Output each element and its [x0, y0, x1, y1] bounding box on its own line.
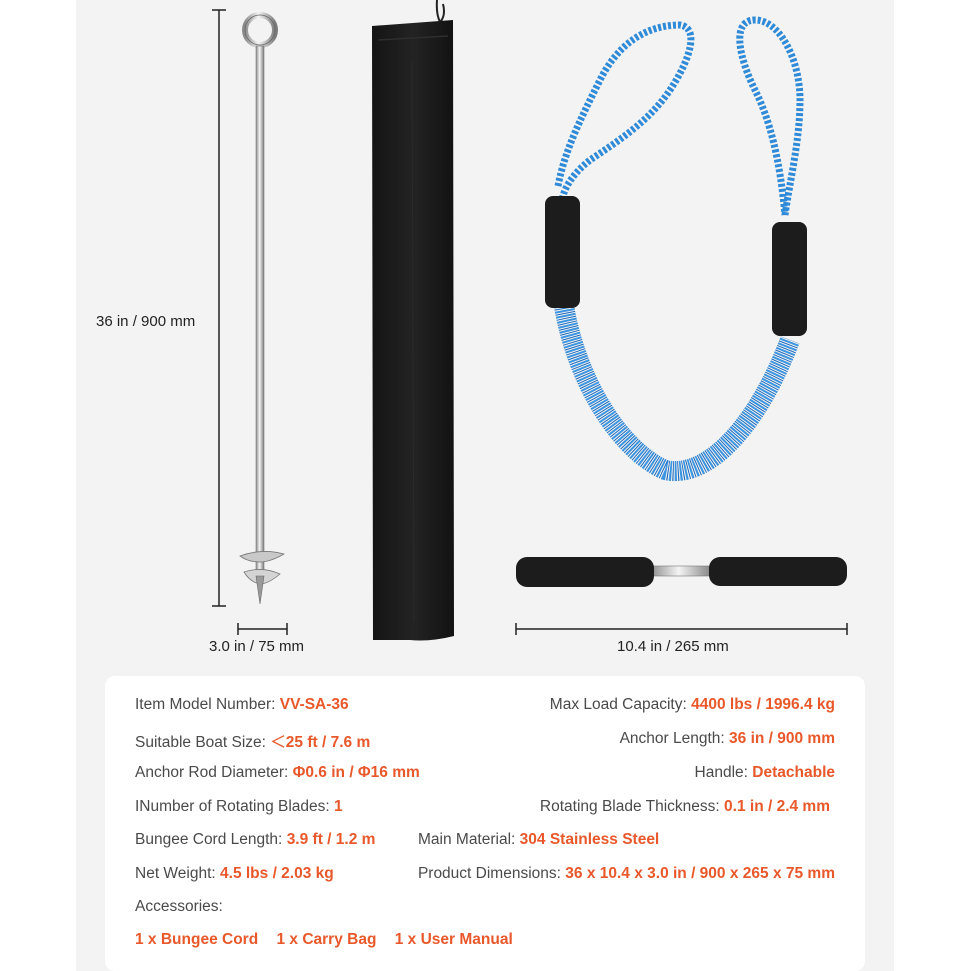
handle-length-label: 10.4 in / 265 mm [617, 638, 729, 655]
spec-boat-size: Suitable Boat Size: ＜25 ft / 7.6 m [135, 734, 371, 751]
specifications-card [105, 676, 865, 971]
accessory-item: 1 x User Manual [394, 931, 513, 948]
spec-product-dimensions: Product Dimensions: 36 x 10.4 x 3.0 in / 900 x 265 x 75 mm [417, 865, 835, 882]
spec-bungee-length: Bungee Cord Length: 3.9 ft / 1.2 m [135, 831, 376, 848]
accessories-label: Accessories: [135, 898, 223, 915]
handle-length-dimension-line [516, 623, 847, 635]
blade-width-dimension-line [238, 623, 287, 635]
spec-blade-thickness: Rotating Blade Thickness: 0.1 in / 2.4 mm [539, 798, 830, 815]
bungee-cord [545, 20, 807, 471]
spec-load: Max Load Capacity: 4400 lbs / 1996.4 kg [549, 696, 835, 713]
spec-material: Main Material: 304 Stainless Steel [418, 831, 660, 848]
spec-model: Item Model Number: VV-SA-36 [135, 696, 349, 713]
accessory-item: 1 x Bungee Cord [135, 931, 259, 948]
anchor-height-label: 36 in / 900 mm [96, 313, 196, 330]
spec-handle: Handle: Detachable [694, 764, 835, 781]
accessory-item: 1 x Carry Bag [276, 931, 377, 948]
spec-row-4 [135, 798, 835, 820]
spec-row-5 [135, 831, 835, 853]
carry-bag [372, 0, 454, 641]
detachable-handle [516, 557, 847, 587]
spec-row-7 [135, 898, 835, 920]
spec-net-weight: Net Weight: 4.5 lbs / 2.03 kg [135, 865, 334, 882]
spec-row-3 [135, 764, 835, 786]
spec-rod-diameter: Anchor Rod Diameter: Φ0.6 in / Φ16 mm [135, 764, 420, 781]
spec-row-1 [135, 696, 835, 718]
sand-anchor [240, 15, 284, 604]
spec-row-2 [135, 730, 835, 752]
accessories-list [135, 931, 527, 949]
spec-blade-count: INumber of Rotating Blades: 1 [135, 798, 343, 815]
spec-row-6 [135, 865, 835, 887]
height-dimension-line [212, 10, 226, 606]
spec-anchor-length: Anchor Length: 36 in / 900 mm [619, 730, 835, 747]
blade-width-label: 3.0 in / 75 mm [209, 638, 305, 655]
